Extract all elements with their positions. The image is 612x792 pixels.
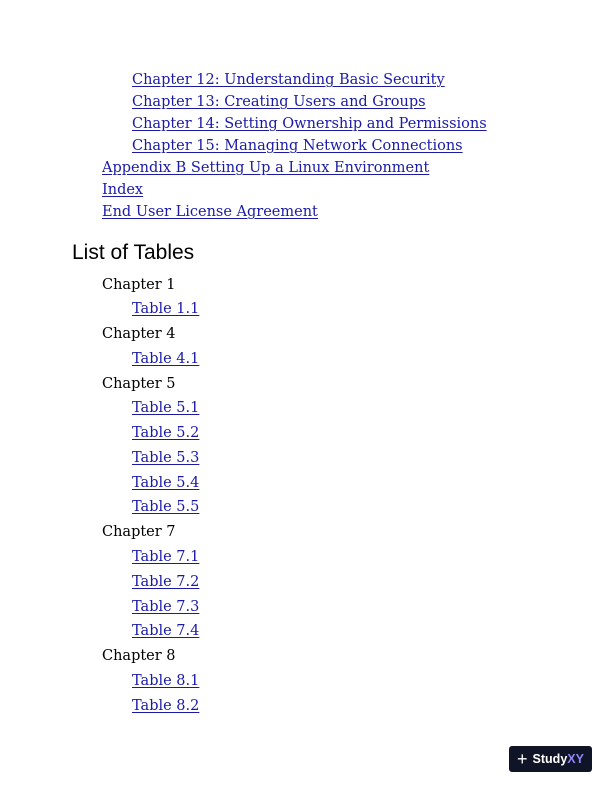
toc-link[interactable]: Index: [102, 182, 144, 198]
table-link[interactable]: Table 5.4: [132, 475, 200, 491]
toc-item-appendix-b[interactable]: [102, 159, 429, 177]
chapter-label: Chapter 4: [102, 326, 176, 342]
toc-item-chapter-13[interactable]: [132, 93, 426, 111]
table-link[interactable]: Table 5.2: [132, 425, 200, 441]
toc-item-chapter-15[interactable]: [132, 137, 463, 155]
table-item[interactable]: [132, 449, 199, 467]
table-item[interactable]: [132, 399, 199, 417]
table-link[interactable]: Table 5.3: [132, 450, 200, 466]
toc-link[interactable]: Chapter 15: Managing Network Connections: [132, 138, 463, 154]
table-link[interactable]: Table 7.2: [132, 574, 200, 590]
table-item[interactable]: [132, 424, 199, 442]
table-link[interactable]: Table 7.3: [132, 599, 200, 615]
table-link[interactable]: Table 4.1: [132, 351, 200, 367]
chapter-label: Chapter 8: [102, 648, 176, 664]
table-item[interactable]: [132, 474, 199, 492]
table-item[interactable]: [132, 672, 199, 690]
toc-item-chapter-14[interactable]: [132, 115, 487, 133]
plus-icon: +: [517, 749, 528, 769]
toc-link[interactable]: Chapter 13: Creating Users and Groups: [132, 94, 426, 110]
table-item[interactable]: [132, 622, 199, 640]
table-link[interactable]: Table 5.1: [132, 400, 200, 416]
chapter-label: Chapter 5: [102, 376, 176, 392]
list-of-tables-heading: List of Tables: [72, 241, 195, 264]
table-item[interactable]: [132, 498, 199, 516]
toc-link[interactable]: Appendix B Setting Up a Linux Environment: [102, 160, 430, 176]
table-link[interactable]: Table 8.1: [132, 673, 200, 689]
toc-item-index[interactable]: [102, 181, 143, 199]
toc-link[interactable]: End User License Agreement: [102, 204, 318, 220]
table-link[interactable]: Table 5.5: [132, 499, 200, 515]
toc-item-chapter-12[interactable]: [132, 71, 445, 89]
table-link[interactable]: Table 1.1: [132, 301, 200, 317]
table-item[interactable]: [132, 350, 199, 368]
table-link[interactable]: Table 7.4: [132, 623, 200, 639]
studyxy-logo: [509, 746, 592, 772]
toc-item-eula[interactable]: [102, 203, 318, 221]
logo-text-prefix: Study: [532, 752, 568, 766]
table-item[interactable]: [132, 548, 199, 566]
toc-link[interactable]: Chapter 12: Understanding Basic Security: [132, 72, 445, 88]
table-item[interactable]: [132, 697, 199, 715]
chapter-label: Chapter 7: [102, 524, 176, 540]
table-link[interactable]: Table 8.2: [132, 698, 200, 714]
toc-link[interactable]: Chapter 14: Setting Ownership and Permissions: [132, 116, 487, 132]
table-item[interactable]: [132, 573, 199, 591]
table-item[interactable]: [132, 300, 199, 318]
logo-text-suffix: XY: [567, 752, 584, 766]
table-item[interactable]: [132, 598, 199, 616]
table-link[interactable]: Table 7.1: [132, 549, 200, 565]
chapter-label: Chapter 1: [102, 277, 176, 293]
